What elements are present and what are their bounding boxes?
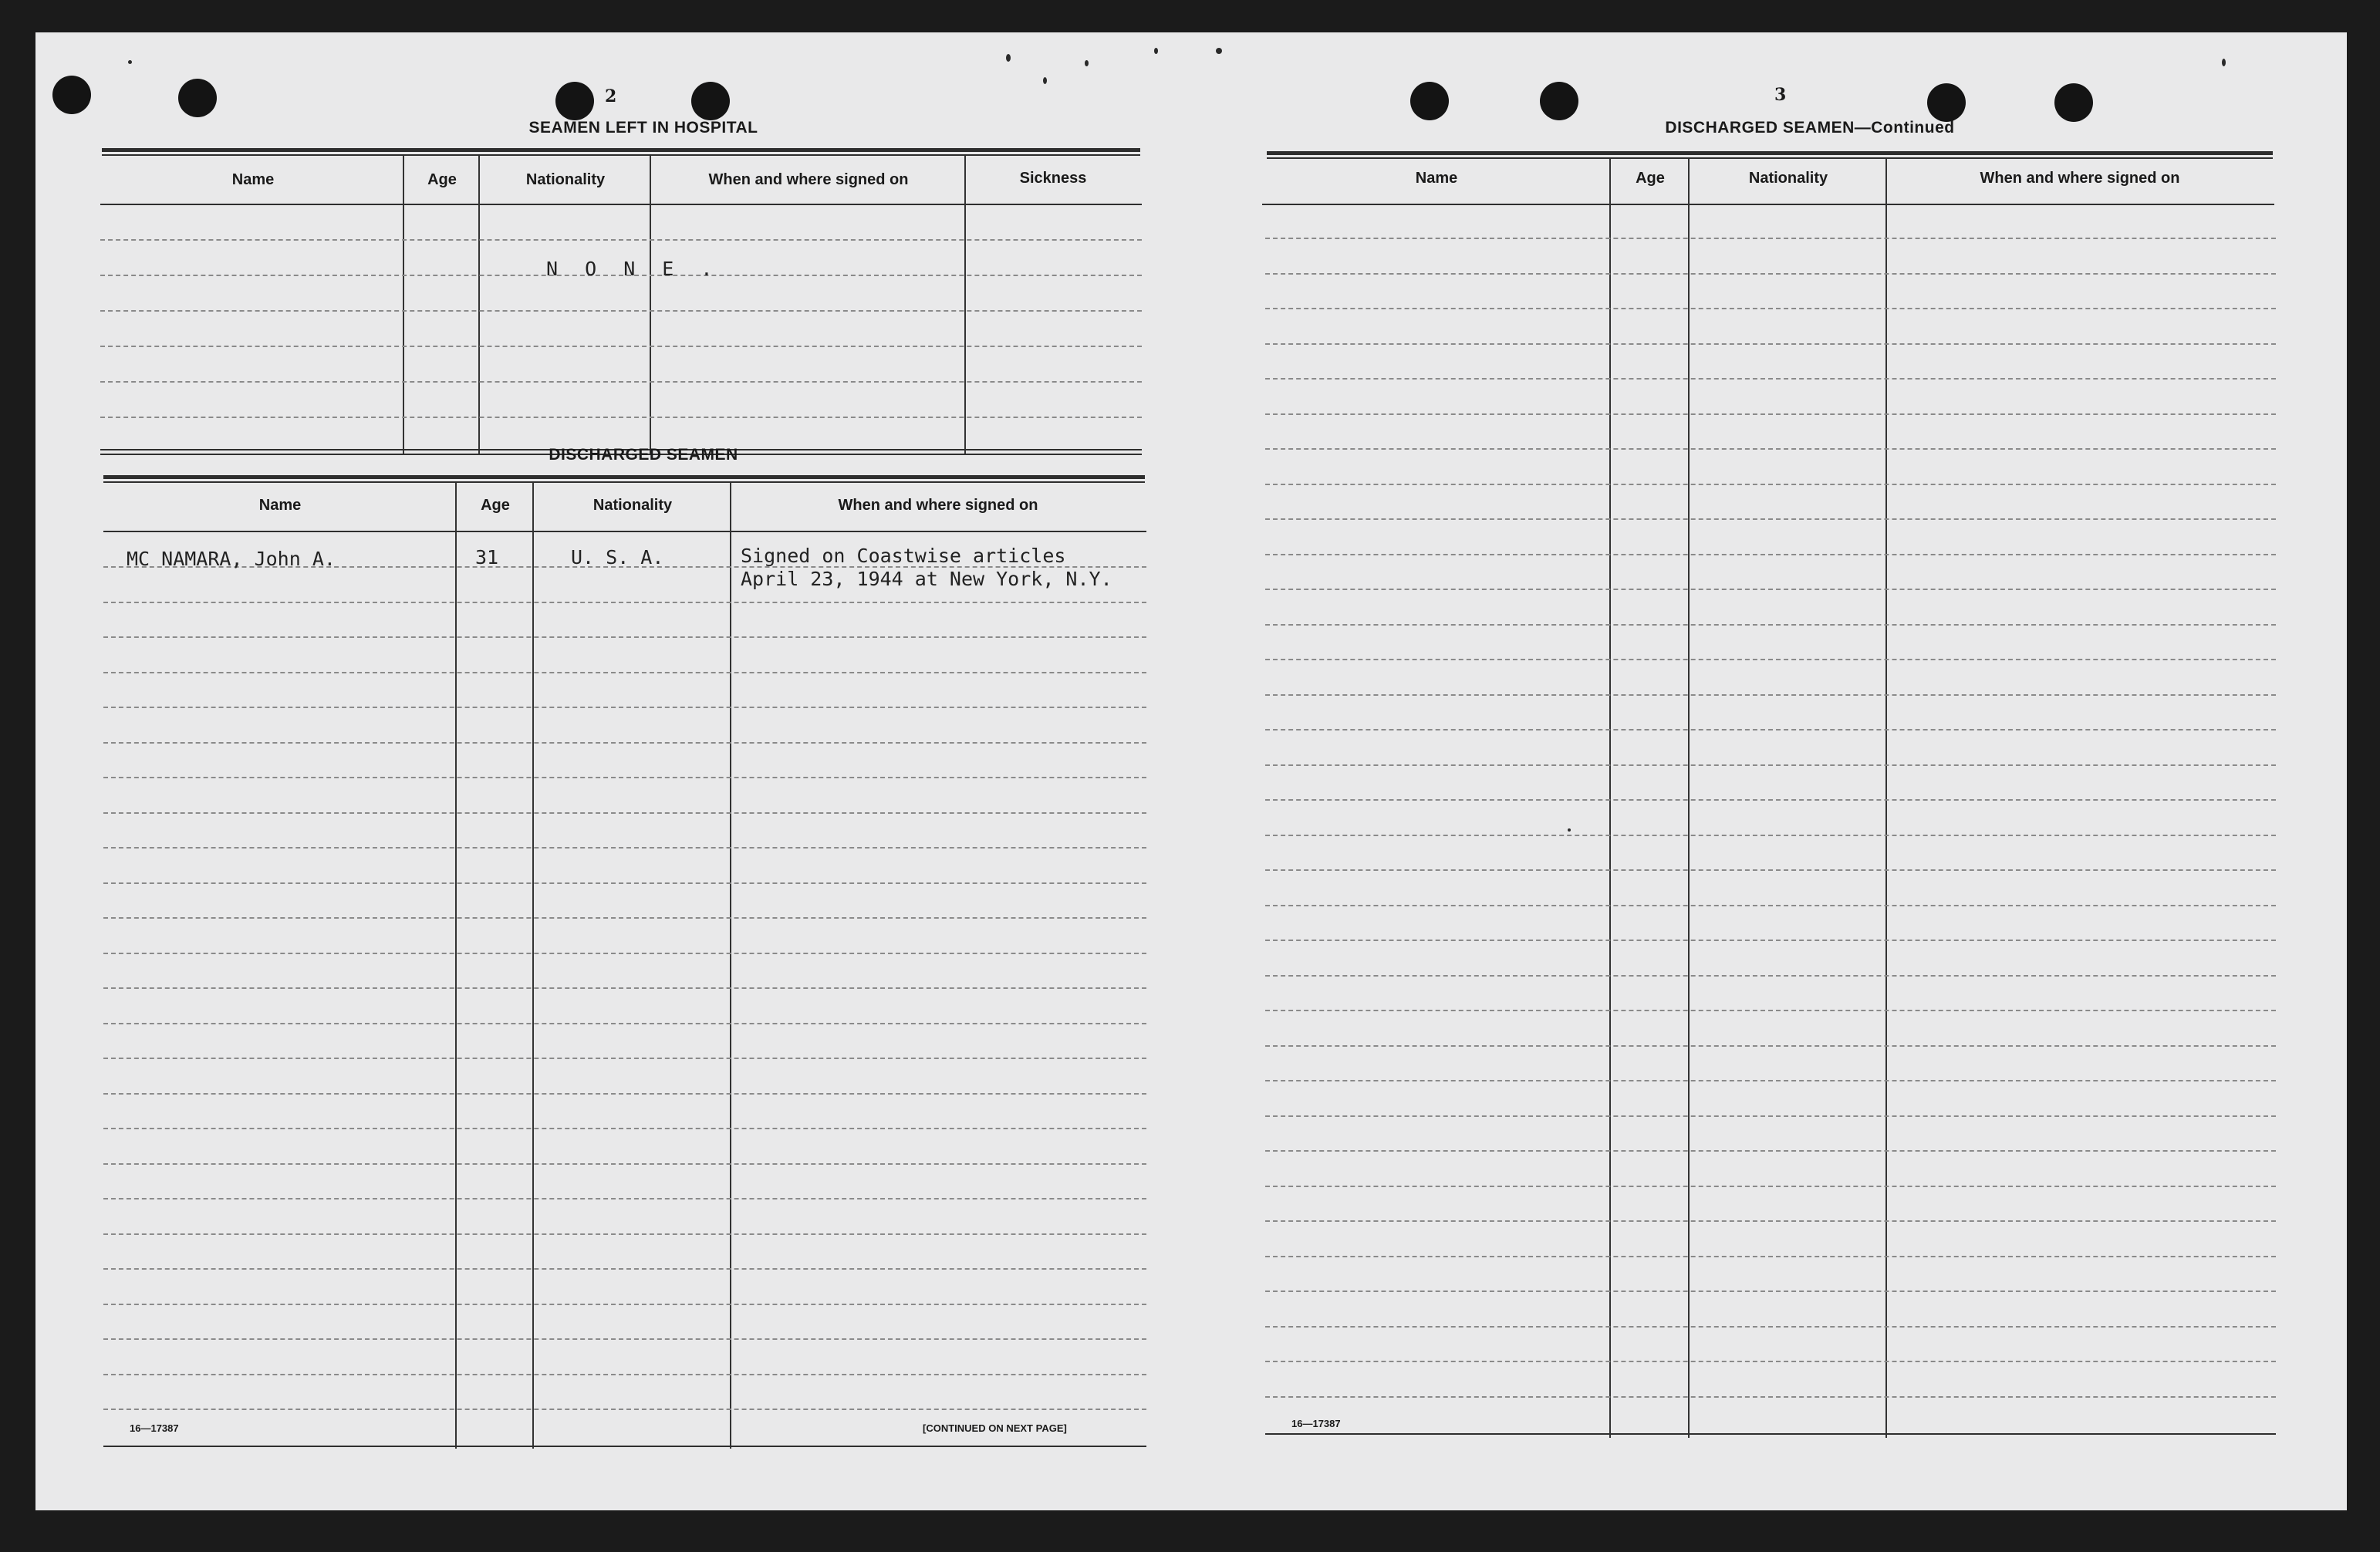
column-header-name: Name [231, 171, 275, 188]
punch-hole [691, 82, 730, 120]
entry-line [1265, 1080, 2276, 1081]
entry-line [1265, 975, 2276, 977]
entry-line [100, 346, 1142, 347]
column-divider [650, 156, 651, 454]
right-form-number: 16—17387 [1291, 1418, 1341, 1429]
section-bottom-rule [103, 1446, 1146, 1447]
entry-line [1265, 694, 2276, 696]
entry-line [1265, 1186, 2276, 1187]
entry-line [1265, 413, 2276, 415]
entry-line [1265, 378, 2276, 380]
entry-line [1265, 1010, 2276, 1011]
entry-line [103, 1268, 1146, 1270]
entry-line [1265, 589, 2276, 590]
ink-speck [1085, 60, 1089, 66]
entry-line [103, 917, 1146, 919]
entry-line [1265, 729, 2276, 730]
punch-hole [555, 82, 594, 120]
column-header-age: Age [1636, 170, 1665, 187]
entry-line [103, 987, 1146, 989]
entry-line [1265, 799, 2276, 801]
column-divider [478, 156, 480, 454]
entry-line [1265, 1045, 2276, 1047]
column-header-underline [103, 531, 1146, 532]
entry-line [1265, 1361, 2276, 1362]
entry-line [103, 812, 1146, 814]
seaman-age: 31 [475, 546, 499, 569]
seaman-signed-on-line1: Signed on Coastwise articles [741, 545, 1066, 567]
column-header-sickness: Sickness [1019, 170, 1087, 187]
ink-speck [1568, 828, 1571, 832]
punch-hole [178, 79, 217, 117]
column-header-nationality: Nationality [592, 497, 673, 514]
column-header-when-where: When and where signed on [1980, 170, 2180, 187]
entry-line [1265, 518, 2276, 520]
discharged-continued-title: DISCHARGED SEAMEN—Continued [1665, 119, 1955, 137]
entry-line [103, 1338, 1146, 1340]
column-header-nationality: Nationality [1748, 170, 1828, 187]
entry-line [1265, 940, 2276, 941]
column-divider [403, 156, 404, 454]
entry-line [1265, 484, 2276, 485]
entry-line [1265, 1291, 2276, 1292]
left-form-number: 16—17387 [130, 1422, 179, 1434]
entry-line [103, 1409, 1146, 1410]
entry-line [1265, 659, 2276, 660]
entry-line [103, 1163, 1146, 1165]
document-sheet [35, 32, 2347, 1510]
punch-hole [1927, 83, 1966, 122]
punch-hole [52, 76, 91, 114]
entry-line [103, 847, 1146, 849]
entry-line [103, 1128, 1146, 1129]
left-page-number: 2 [605, 86, 617, 106]
entry-line [103, 742, 1146, 744]
entry-line [1265, 273, 2276, 275]
entry-line [100, 381, 1142, 383]
column-header-age: Age [427, 171, 457, 188]
punch-hole [2054, 83, 2093, 122]
entry-line [103, 672, 1146, 673]
entry-line [1265, 343, 2276, 345]
entry-line [1265, 448, 2276, 450]
entry-line [103, 1093, 1146, 1095]
entry-line [103, 777, 1146, 778]
entry-line [1265, 1396, 2276, 1398]
seaman-name: MC NAMARA, John A. [127, 548, 336, 570]
punch-hole [1410, 82, 1449, 120]
continued-note: [CONTINUED ON NEXT PAGE] [923, 1422, 1067, 1434]
seaman-nationality: U. S. A. [571, 546, 664, 569]
entry-line [103, 1023, 1146, 1024]
entry-line [103, 1058, 1146, 1059]
header-rule [102, 154, 1140, 156]
column-header-underline [100, 204, 1142, 205]
column-header-age: Age [481, 497, 510, 514]
column-divider [1688, 159, 1690, 1438]
entry-line [1265, 1115, 2276, 1117]
entry-line [1265, 238, 2276, 239]
hospital-section-title: SEAMEN LEFT IN HOSPITAL [528, 119, 758, 137]
entry-line [1265, 308, 2276, 309]
entry-line [100, 310, 1142, 312]
column-header-nationality: Nationality [525, 171, 606, 188]
column-header-name: Name [258, 497, 302, 514]
ink-speck [1006, 54, 1011, 62]
entry-line [1265, 764, 2276, 766]
entry-line [1265, 835, 2276, 836]
entry-line [103, 1304, 1146, 1305]
column-divider [1885, 159, 1887, 1438]
ink-speck [2222, 59, 2226, 66]
top-rule [1267, 151, 2273, 155]
hospital-none-entry: N O N E . [546, 258, 721, 280]
entry-line [100, 417, 1142, 418]
entry-line [103, 953, 1146, 954]
right-page-number: 3 [1774, 85, 1787, 105]
entry-line [103, 707, 1146, 708]
punch-hole [1540, 82, 1578, 120]
entry-line [103, 1233, 1146, 1235]
column-header-underline [1262, 204, 2274, 205]
entry-line [1265, 905, 2276, 906]
entry-line [1265, 554, 2276, 555]
entry-line [103, 602, 1146, 603]
ink-speck [1043, 77, 1047, 84]
entry-line [1265, 1220, 2276, 1222]
entry-line [103, 1374, 1146, 1375]
top-rule [103, 475, 1145, 479]
entry-line [1265, 869, 2276, 871]
column-divider [964, 156, 966, 454]
column-header-when-where: When and where signed on [708, 171, 909, 188]
top-rule [102, 148, 1140, 152]
entry-line [1265, 1256, 2276, 1257]
discharged-section-title: DISCHARGED SEAMEN [549, 446, 738, 464]
seaman-signed-on-line2: April 23, 1944 at New York, N.Y. [741, 568, 1112, 590]
entry-line [100, 239, 1142, 241]
ink-speck [128, 60, 132, 64]
entry-line [103, 1198, 1146, 1199]
header-rule [103, 481, 1145, 483]
column-header-name: Name [1415, 170, 1458, 187]
section-bottom-rule [1265, 1433, 2276, 1435]
entry-line [103, 882, 1146, 884]
header-rule [1267, 157, 2273, 159]
entry-line [1265, 1150, 2276, 1152]
column-divider [1609, 159, 1611, 1438]
ink-speck [1216, 48, 1222, 54]
column-header-when-where: When and where signed on [838, 497, 1038, 514]
entry-line [1265, 1326, 2276, 1328]
entry-line [1265, 624, 2276, 626]
ink-speck [1154, 48, 1158, 54]
entry-line [103, 636, 1146, 638]
